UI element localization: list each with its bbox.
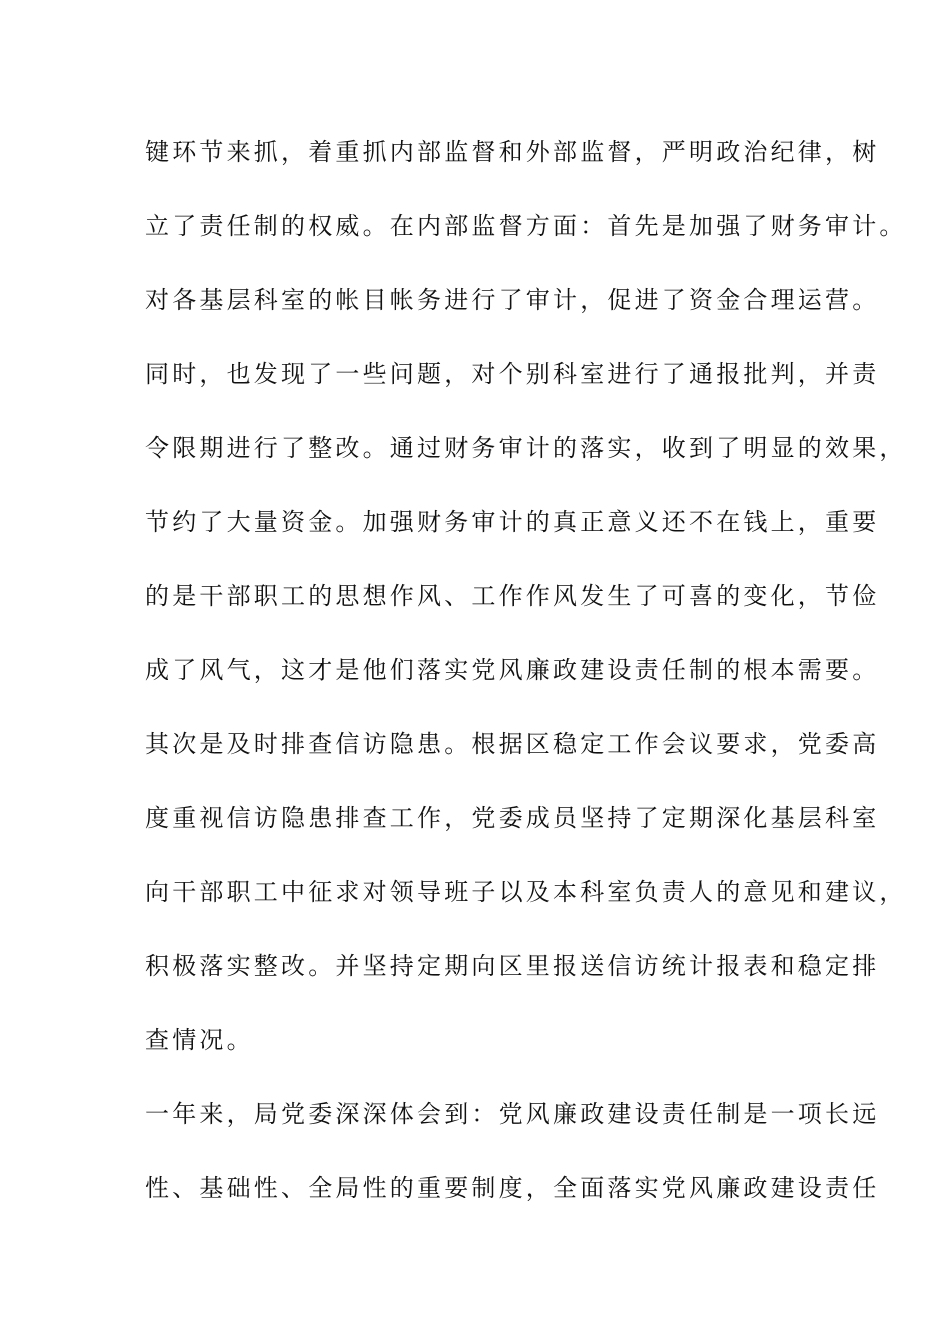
text-line: 节约了大量资金。加强财务审计的真正意义还不在钱上，重要 bbox=[145, 508, 880, 536]
text-line: 立了责任制的权威。在内部监督方面：首先是加强了财务审计。 bbox=[145, 212, 907, 240]
text-line: 积极落实整改。并坚持定期向区里报送信访统计报表和稳定排 bbox=[145, 952, 880, 980]
text-line: 一年来，局党委深深体会到：党风廉政建设责任制是一项长远 bbox=[145, 1100, 880, 1128]
text-line: 同时，也发现了一些问题，对个别科室进行了通报批判，并责 bbox=[145, 360, 880, 388]
text-line: 键环节来抓，着重抓内部监督和外部监督，严明政治纪律，树 bbox=[145, 138, 880, 166]
text-line: 度重视信访隐患排查工作，党委成员坚持了定期深化基层科室 bbox=[145, 804, 880, 832]
text-line: 查情况。 bbox=[145, 1026, 254, 1054]
text-line: 性、基础性、全局性的重要制度，全面落实党风廉政建设责任 bbox=[145, 1174, 880, 1202]
text-line: 其次是及时排查信访隐患。根据区稳定工作会议要求，党委高 bbox=[145, 730, 880, 758]
text-line: 对各基层科室的帐目帐务进行了审计，促进了资金合理运营。 bbox=[145, 286, 880, 314]
text-line: 令限期进行了整改。通过财务审计的落实，收到了明显的效果， bbox=[145, 434, 907, 462]
text-line: 的是干部职工的思想作风、工作作风发生了可喜的变化，节俭 bbox=[145, 582, 880, 610]
text-line: 向干部职工中征求对领导班子以及本科室负责人的意见和建议， bbox=[145, 878, 907, 906]
text-line: 成了风气，这才是他们落实党风廉政建设责任制的根本需要。 bbox=[145, 656, 880, 684]
body-text bbox=[145, 128, 907, 1238]
